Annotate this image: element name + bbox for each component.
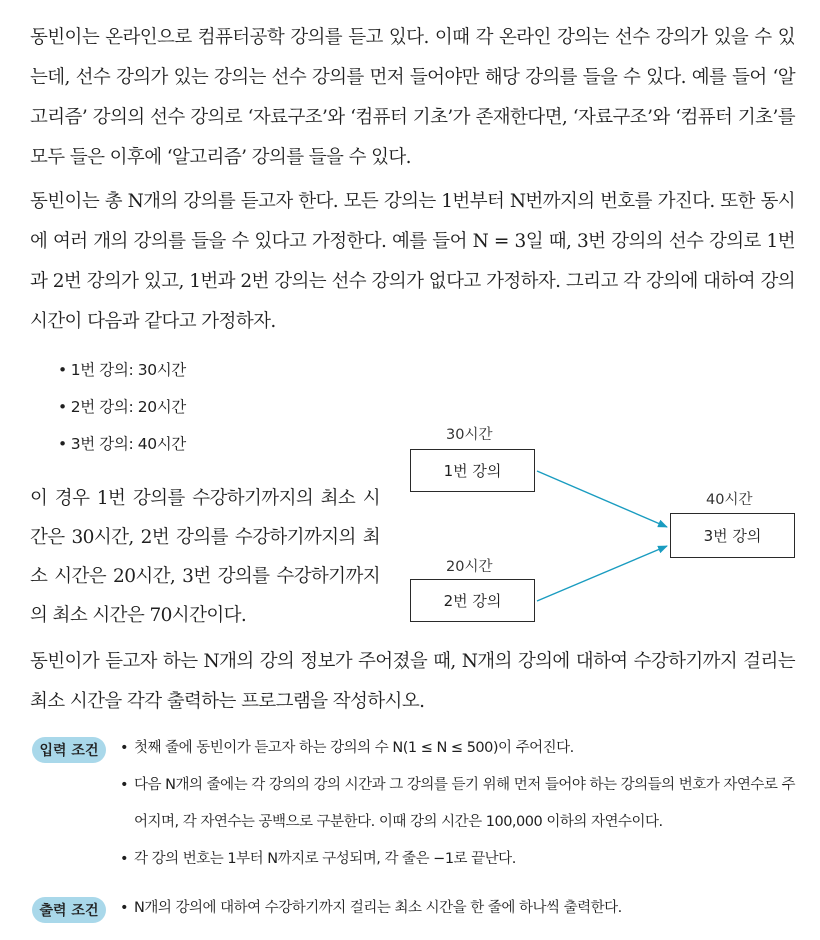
node1-label: 1번 강의 [443, 462, 502, 480]
lecture-hours-item: • 2번 강의: 20시간 [58, 393, 186, 430]
node1-hours: 30시간 [446, 427, 493, 443]
intro-paragraph-2: 동빈이는 총 N개의 강의를 듣고자 한다. 모든 강의는 1번부터 N번까지의 번호를 가진다. 또한 동시에 여러 개의 강의를 들을 수 있다고 가정한다. 예를 들어 N = 3일 때, 3번 강의의 선수 강의로 1번과 2번 강의가 있고, 1번과 2번 강의는 선수 강의가 없다고 가정하자. 그리고 각 강의에 대하여 강의 시간이 다음과 같다고 가정하자. [30, 191, 795, 332]
input-condition-item: • 다음 N개의 줄에는 각 강의의 강의 시간과 그 강의를 듣기 위해 먼저 들어야 하는 강의들의 번호가 자연수로 주어지며, 각 자연수는 공백으로 구분한다. 이때 강의 시간은 100,000 이하의 자연수이다. [120, 767, 800, 841]
input-condition-item: • 첫째 줄에 동빈이가 듣고자 하는 강의의 수 N(1 ≤ N ≤ 500)이 주어진다. [120, 730, 800, 767]
node3-hours: 40시간 [706, 492, 753, 508]
node2-hours: 20시간 [446, 559, 493, 575]
node2-label: 2번 강의 [443, 592, 502, 610]
example-result-text: 이 경우 1번 강의를 수강하기까지의 최소 시간은 30시간, 2번 강의를 수강하기까지의 최소 시간은 20시간, 3번 강의를 수강하기까지의 최소 시간은 70시간이다. [30, 488, 380, 626]
arrow-node1-to-node3 [537, 471, 667, 527]
node3-label: 3번 강의 [703, 527, 762, 545]
intro-paragraph-1: 동빈이는 온라인으로 컴퓨터공학 강의를 듣고 있다. 이때 각 온라인 강의는 선수 강의가 있을 수 있는데, 선수 강의가 있는 강의는 선수 강의를 먼저 들어야만 해당 강의를 들을 수 있다. 예를 들어 ‘알고리즘’ 강의의 선수 강의로 ‘자료구조’와 ‘컴퓨터 기초’가 존재한다면, ‘자료구조’와 ‘컴퓨터 기초’를 모두 들은 이후에 ‘알고리즘’ 강의를 들을 수 있다. [30, 27, 795, 168]
arrow-node2-to-node3 [537, 546, 667, 601]
input-condition-tag: 입력 조건 [32, 737, 106, 763]
output-condition-list [120, 890, 800, 927]
output-condition-tag: 출력 조건 [32, 897, 106, 923]
lecture-hours-item: • 1번 강의: 30시간 [58, 356, 186, 393]
input-condition-item: • 각 강의 번호는 1부터 N까지로 구성되며, 각 줄은 −1로 끝난다. [120, 841, 800, 878]
task-paragraph: 동빈이가 듣고자 하는 N개의 강의 정보가 주어졌을 때, N개의 강의에 대하여 수강하기까지 걸리는 최소 시간을 각각 출력하는 프로그램을 작성하시오. [30, 651, 795, 712]
output-condition-item: • N개의 강의에 대하여 수강하기까지 걸리는 최소 시간을 한 줄에 하나씩 출력한다. [120, 890, 800, 927]
input-condition-list [120, 730, 800, 878]
lecture-hours-item: • 3번 강의: 40시간 [58, 430, 186, 467]
